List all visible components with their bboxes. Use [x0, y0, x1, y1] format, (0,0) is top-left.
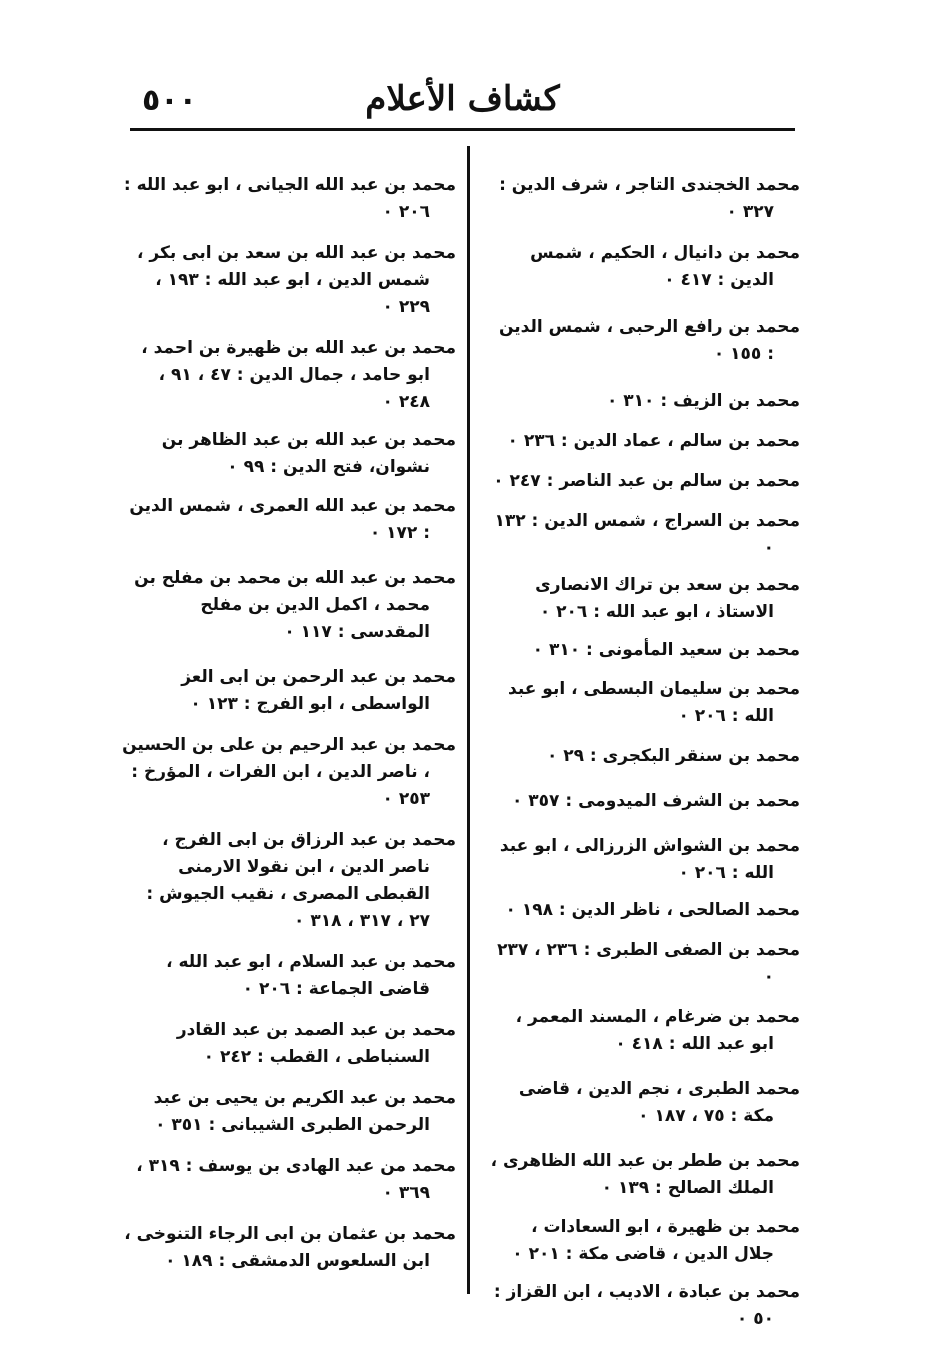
index-entry: محمد من عبد الهادى بن يوسف : ٣١٩ ، ٣٦٩ ٠: [136, 1156, 456, 1203]
index-entry: محمد بن عبد الصمد بن عبد القادر السنباطى ، القطب : ٢٤٢ ٠: [176, 1020, 456, 1067]
index-entry: محمد بن رافع الرحبى ، شمس الدين : ١٥٥ ٠: [498, 317, 800, 364]
index-entry: محمد بن ظهيرة ، ابو السعادات ، جلال الدين ، قاضى مكة : ٢٠١ ٠: [512, 1217, 800, 1264]
index-entry: محمد بن عبد الكريم بن يحيى بن عبد الرحمن الطبرى الشيبانى : ٣٥١ ٠: [153, 1088, 456, 1135]
index-entry: محمد بن سليمان البسطى ، ابو عبد الله : ٢٠٦ ٠: [508, 679, 800, 726]
index-entry: محمد بن الزيف : ٣١٠ ٠: [606, 391, 800, 411]
header-rule: [130, 128, 795, 131]
index-column-right: [488, 170, 800, 1333]
index-entry: محمد بن عبد الله العمرى ، شمس الدين : ١٧٢ ٠: [129, 496, 456, 543]
index-entry: محمد بن عبد الله بن ظهيرة بن احمد ، ابو حامد ، جمال الدين : ٤٧ ، ٩١ ، ٢٤٨ ٠: [141, 338, 456, 412]
index-entry: محمد بن ططر بن عبد الله الظاهرى ، الملك الصالح : ١٣٩ ٠: [490, 1151, 800, 1198]
index-entry: محمد بن عبد السلام ، ابو عبد الله ، قاضى الجماعة : ٢٠٦ ٠: [166, 952, 456, 999]
index-entry: محمد بن عبادة ، الاديب ، ابن القزاز : ٥٠ ٠: [493, 1282, 800, 1329]
page-number: ٥٠٠: [142, 83, 197, 118]
index-entry: محمد الطبرى ، نجم الدين ، قاضى مكة : ٧٥ ، ١٨٧ ٠: [518, 1079, 800, 1126]
index-entry: محمد بن عبد الرزاق بن ابى الفرج ، ناصر الدين ، ابن نقولا الارمنى القبطى المصرى ، نقيب الجيوش : ٢٧ ، ٣١٧ ، ٣١٨ ٠: [146, 830, 456, 931]
index-entry: محمد بن سالم ، عماد الدين : ٢٣٦ ٠: [507, 431, 800, 451]
page-title: كشاف الأعلام: [365, 79, 560, 119]
index-column-left: [122, 170, 456, 1275]
index-entry: محمد بن عبد الله بن محمد بن مفلح بن محمد ، اكمل الدين بن مفلح المقدسى : ١١٧ ٠: [134, 568, 456, 642]
index-entry: محمد بن الشرف الميدومى : ٣٥٧ ٠: [511, 791, 800, 811]
index-entry: محمد بن الصفى الطبرى : ٢٣٦ ، ٢٣٧ ٠: [497, 940, 800, 987]
index-entry: محمد بن الشواش الزرزالى ، ابو عبد الله : ٢٠٦ ٠: [499, 836, 800, 883]
index-entry: محمد بن عبد الرحيم بن على بن الحسين ، ناصر الدين ، ابن الفرات ، المؤرخ : ٢٥٣ ٠: [122, 735, 456, 809]
index-entry: محمد الخجندى التاجر ، شرف الدين : ٣٢٧ ٠: [499, 175, 800, 222]
index-entry: محمد بن عبد الله بن عبد الظاهر بن نشوان، فتح الدين : ٩٩ ٠: [161, 430, 456, 477]
index-entry: محمد بن عبد الله الجيانى ، ابو عبد الله : ٢٠٦ ٠: [123, 175, 456, 222]
index-entry: محمد بن سعيد المأمونى : ٣١٠ ٠: [532, 640, 800, 660]
index-entry: محمد بن السراج ، شمس الدين : ١٣٢ ٠: [494, 511, 800, 558]
index-entry: محمد بن سالم بن عبد الناصر : ٢٤٧ ٠: [493, 471, 800, 491]
index-entry: محمد بن عبد الرحمن بن ابى العز الواسطى ، ابو الفرج : ١٢٣ ٠: [181, 667, 456, 714]
index-entry: محمد بن عبد الله بن سعد بن ابى بكر ، شمس الدين ، ابو عبد الله : ١٩٣ ، ٢٢٩ ٠: [137, 243, 456, 317]
index-entry: محمد الصالحى ، ناظر الدين : ١٩٨ ٠: [505, 900, 800, 920]
index-entry: محمد بن عثمان بن ابى الرجاء التنوخى ، ابن السلعوس الدمشقى : ١٨٩ ٠: [124, 1224, 456, 1271]
column-divider: [467, 146, 470, 1294]
index-entry: محمد بن سعد بن تراك الانصارى الاستاذ ، ابو عبد الله : ٢٠٦ ٠: [535, 575, 800, 622]
index-entry: محمد بن دانيال ، الحكيم ، شمس الدين : ٤١٧ ٠: [530, 243, 800, 290]
page-header: [130, 75, 795, 135]
index-entry: محمد بن ضرغام ، المسند المعمر ، ابو عبد الله : ٤١٨ ٠: [515, 1007, 800, 1054]
index-entry: محمد بن سنقر البكجرى : ٢٩ ٠: [546, 746, 800, 766]
